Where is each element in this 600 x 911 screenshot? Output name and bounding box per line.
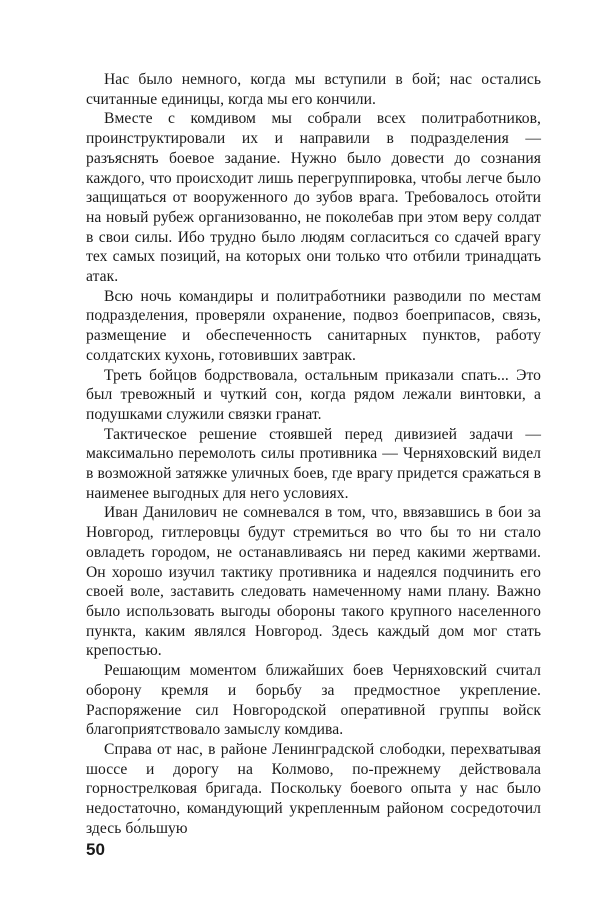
paragraph-7: Решающим моментом ближайших боев Черняховский считал оборону кремля и борьбу за предмостное укрепление. Распоряжение сил Новгородской оперативной группы войск благоприятствовало замыслу комдива. <box>86 662 541 739</box>
paragraph-3: Всю ночь командиры и политработники разводили по местам подразделения, проверяли охранение, подвоз боеприпасов, связь, размещение и обеспеченность санитарных пунктов, работу солдатских кухонь, готовивших завтрак. <box>86 287 541 364</box>
paragraph-6: Иван Данилович не сомневался в том, что, ввязавшись в бои за Новгород, гитлеровцы будут стремиться во что бы то ни стало овладеть городом, не останавливаясь ни перед какими жертвами. Он хорошо изучил тактику противника и надеялся подчинить его своей воле, заставить следовать намеченному нами плану. Важно было использовать выгоды обороны такого крупного населенного пункта, каким являлся Новгород. Здесь каждый дом мог стать крепостью. <box>86 504 541 660</box>
page-body <box>86 70 541 838</box>
paragraph-2: Вместе с комдивом мы собрали всех политработников, проинструктировали их и направили в подразделения — разъяснять боевое задание. Нужно было довести до сознания каждого, что происходит лишь перегруппировка, чтобы легче было защищаться от вооруженного до зубов врага. Требовалось отойти на новый рубеж организованно, не поколебав при этом веру солдат в свои силы. Ибо трудно было людям согласиться со сдачей врагу тех самых позиций, на которых они только что отбили тринадцать атак. <box>86 110 541 286</box>
page-number: 50 <box>86 840 105 859</box>
paragraph-5: Тактическое решение стоявшей перед дивизией задачи — максимально перемолоть силы противника — Черняховский видел в возможной затяжке уличных боев, где врагу придется сражаться в наименее выгодных для него условиях. <box>86 425 541 502</box>
paragraph-8: Справа от нас, в районе Ленинградской слободки, перехватывая шоссе и дорогу на Колмово, по-прежнему действовала горнострелковая бригада. Поскольку боевого опыта у нас было недостаточно, командующий укрепленным районом сосредоточил здесь бо́льшую <box>86 740 541 837</box>
paragraph-1: Нас было немного, когда мы вступили в бой; нас остались считанные единицы, когда мы его кончили. <box>86 71 541 108</box>
paragraph-4: Треть бойцов бодрствовала, остальным приказали спать... Это был тревожный и чуткий сон, когда рядом лежали винтовки, а подушками служили связки гранат. <box>86 366 541 423</box>
